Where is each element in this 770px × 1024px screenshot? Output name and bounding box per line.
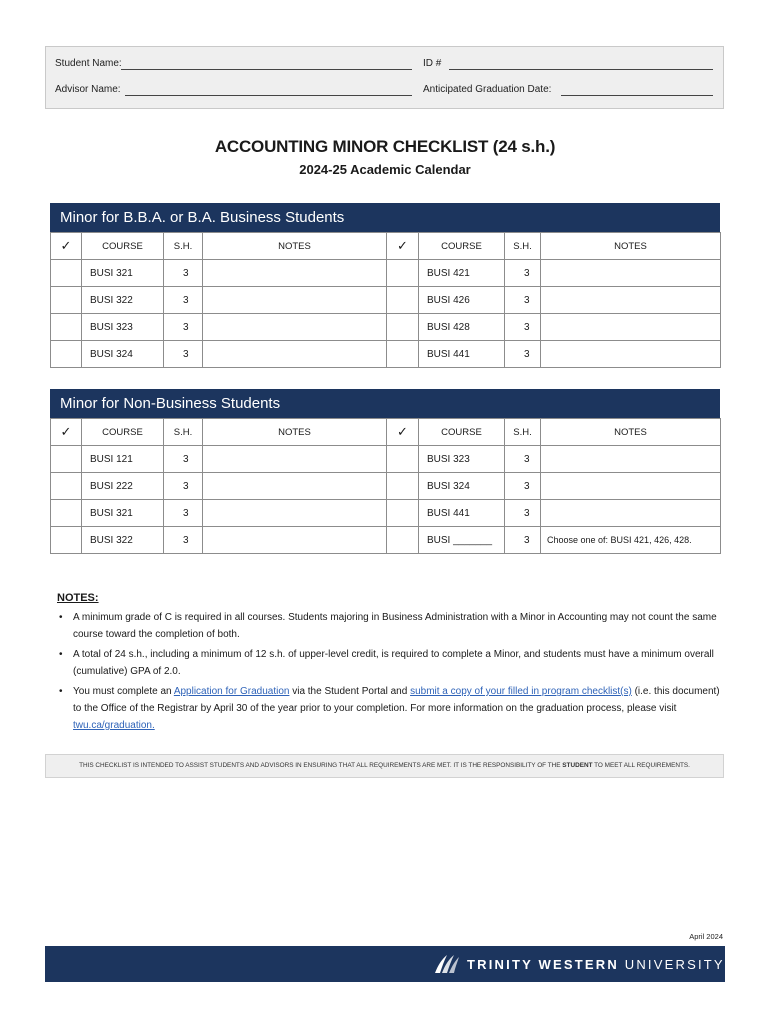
sh-header: S.H. [505,419,541,446]
sh-header: S.H. [505,233,541,260]
checkbox-cell[interactable] [51,260,82,287]
sh-cell: 3 [164,446,203,473]
graduation-date-field[interactable] [561,84,713,96]
sh-cell: 3 [505,446,541,473]
sh-header: S.H. [164,419,203,446]
checkbox-cell[interactable] [387,341,419,368]
checkbox-cell[interactable] [387,527,419,554]
check-header: ✓ [51,419,82,446]
course-cell: BUSI 321 [82,500,164,527]
application-for-graduation-link[interactable]: Application for Graduation [173,686,290,697]
sh-cell: 3 [505,473,541,500]
info-row-1 [46,58,723,74]
course-header: COURSE [419,233,505,260]
course-cell: BUSI 324 [82,341,164,368]
section-non-business-students [50,389,720,554]
checkbox-cell[interactable] [51,500,82,527]
notes-cell[interactable] [541,341,721,368]
advisor-name-label: Advisor Name: [55,84,121,95]
sh-cell: 3 [505,287,541,314]
check-header: ✓ [387,233,419,260]
course-cell: BUSI 322 [82,287,164,314]
bullet-icon: • [59,686,63,697]
course-cell: BUSI 323 [82,314,164,341]
table-row [51,314,721,341]
course-cell: BUSI 324 [419,473,505,500]
course-header: COURSE [82,233,164,260]
id-field[interactable] [449,58,713,70]
course-cell: BUSI 321 [82,260,164,287]
notes-list [57,609,727,734]
checkbox-cell[interactable] [387,473,419,500]
section-business-students [50,203,720,368]
note-text: (i.e. this document) to the Office of the Registrar by April 30 of the year prior to your completion. For more information on the graduation process, please visit [73,686,720,714]
footer-bar [45,946,725,982]
course-cell: BUSI 441 [419,341,505,368]
course-cell: BUSI 323 [419,446,505,473]
section-heading: Minor for B.B.A. or B.A. Business Students [50,203,720,232]
checkbox-cell[interactable] [51,446,82,473]
course-cell[interactable]: BUSI _______ [419,527,505,554]
notes-cell[interactable] [541,314,721,341]
section-heading: Minor for Non-Business Students [50,389,720,418]
student-info-box [45,46,724,109]
notes-cell[interactable] [203,500,387,527]
notes-cell[interactable] [541,446,721,473]
note-text: via the Student Portal and [289,686,411,697]
sh-cell: 3 [505,527,541,554]
checkbox-cell[interactable] [387,287,419,314]
notes-cell[interactable] [203,287,387,314]
course-cell: BUSI 441 [419,500,505,527]
sh-cell: 3 [164,341,203,368]
check-header: ✓ [387,419,419,446]
notes-cell[interactable] [541,473,721,500]
university-name [467,957,725,972]
disclaimer-text: TO MEET ALL REQUIREMENTS. [592,762,690,769]
sh-cell: 3 [164,314,203,341]
id-label: ID # [423,58,442,69]
page-title: ACCOUNTING MINOR CHECKLIST (24 s.h.) [214,137,556,156]
list-item [57,646,727,680]
table-header-row [51,419,721,446]
checkbox-cell[interactable] [51,473,82,500]
checkbox-cell[interactable] [51,341,82,368]
table-row [51,527,721,554]
disclaimer-emphasis: STUDENT [562,762,593,769]
notes-cell[interactable] [541,260,721,287]
notes-cell[interactable] [203,260,387,287]
checkbox-cell[interactable] [51,527,82,554]
student-name-label: Student Name: [55,58,122,69]
university-logo-icon [433,953,461,975]
table-row [51,287,721,314]
table-row [51,341,721,368]
table-header-row [51,233,721,260]
sh-cell: 3 [164,527,203,554]
submit-checklist-link[interactable]: submit a copy of your filled in program checklist(s) [410,686,632,697]
university-name-primary: TRINITY WESTERN [467,957,619,972]
list-item [57,683,727,734]
advisor-name-field[interactable] [125,84,412,96]
graduation-info-link[interactable]: twu.ca/graduation. [73,720,155,731]
check-header: ✓ [51,233,82,260]
sh-cell: 3 [505,500,541,527]
course-cell: BUSI 121 [82,446,164,473]
checkbox-cell[interactable] [387,260,419,287]
bullet-icon: • [59,649,63,660]
notes-header: NOTES [541,419,721,446]
table-row [51,446,721,473]
checkbox-cell[interactable] [51,314,82,341]
course-header: COURSE [82,419,164,446]
notes-cell[interactable] [203,473,387,500]
sh-cell: 3 [505,314,541,341]
info-row-2 [46,84,723,100]
course-cell: BUSI 222 [82,473,164,500]
checkbox-cell[interactable] [387,500,419,527]
revision-date: April 2024 [689,932,723,941]
note-text: A total of 24 s.h., including a minimum of 12 s.h. of upper-level credit, is required to complete a Minor, and students must have a minimum overall (cumulative) GPA of 2.0. [73,649,714,677]
course-header: COURSE [419,419,505,446]
university-name-secondary: UNIVERSITY [618,957,725,972]
notes-header: NOTES [203,419,387,446]
graduation-date-label: Anticipated Graduation Date: [423,84,552,95]
course-cell: BUSI 428 [419,314,505,341]
course-cell: BUSI 322 [82,527,164,554]
disclaimer-box [45,754,724,778]
list-item [57,609,727,643]
student-name-field[interactable] [121,58,412,70]
sh-cell: 3 [164,473,203,500]
sh-cell: 3 [505,260,541,287]
checkbox-cell[interactable] [387,446,419,473]
notes-cell[interactable] [203,446,387,473]
note-text: A minimum grade of C is required in all courses. Students majoring in Business Administration with a Minor in Accounting may not count the same course toward the completion of both. [73,612,717,640]
sh-header: S.H. [164,233,203,260]
notes-cell[interactable] [541,500,721,527]
page-subtitle: 2024-25 Academic Calendar [299,162,471,177]
course-table [50,418,721,554]
table-row [51,260,721,287]
table-row [51,473,721,500]
notes-title: NOTES: [57,592,99,604]
course-cell: BUSI 426 [419,287,505,314]
notes-cell[interactable] [203,341,387,368]
sh-cell: 3 [505,341,541,368]
disclaimer-text: THIS CHECKLIST IS INTENDED TO ASSIST STUDENTS AND ADVISORS IN ENSURING THAT ALL REQUIREMENTS ARE MET. IT IS THE RESPONSIBILITY OF THE [79,762,563,769]
checkbox-cell[interactable] [51,287,82,314]
course-table [50,232,721,368]
notes-section [57,590,727,737]
bullet-icon: • [59,612,63,623]
note-text: You must complete an [73,686,174,697]
notes-cell[interactable] [541,287,721,314]
sh-cell: 3 [164,260,203,287]
notes-cell[interactable] [203,314,387,341]
notes-header: NOTES [541,233,721,260]
notes-cell: Choose one of: BUSI 421, 426, 428. [541,527,721,554]
notes-header: NOTES [203,233,387,260]
checkbox-cell[interactable] [387,314,419,341]
notes-cell[interactable] [203,527,387,554]
sh-cell: 3 [164,500,203,527]
table-row [51,500,721,527]
course-cell: BUSI 421 [419,260,505,287]
sh-cell: 3 [164,287,203,314]
